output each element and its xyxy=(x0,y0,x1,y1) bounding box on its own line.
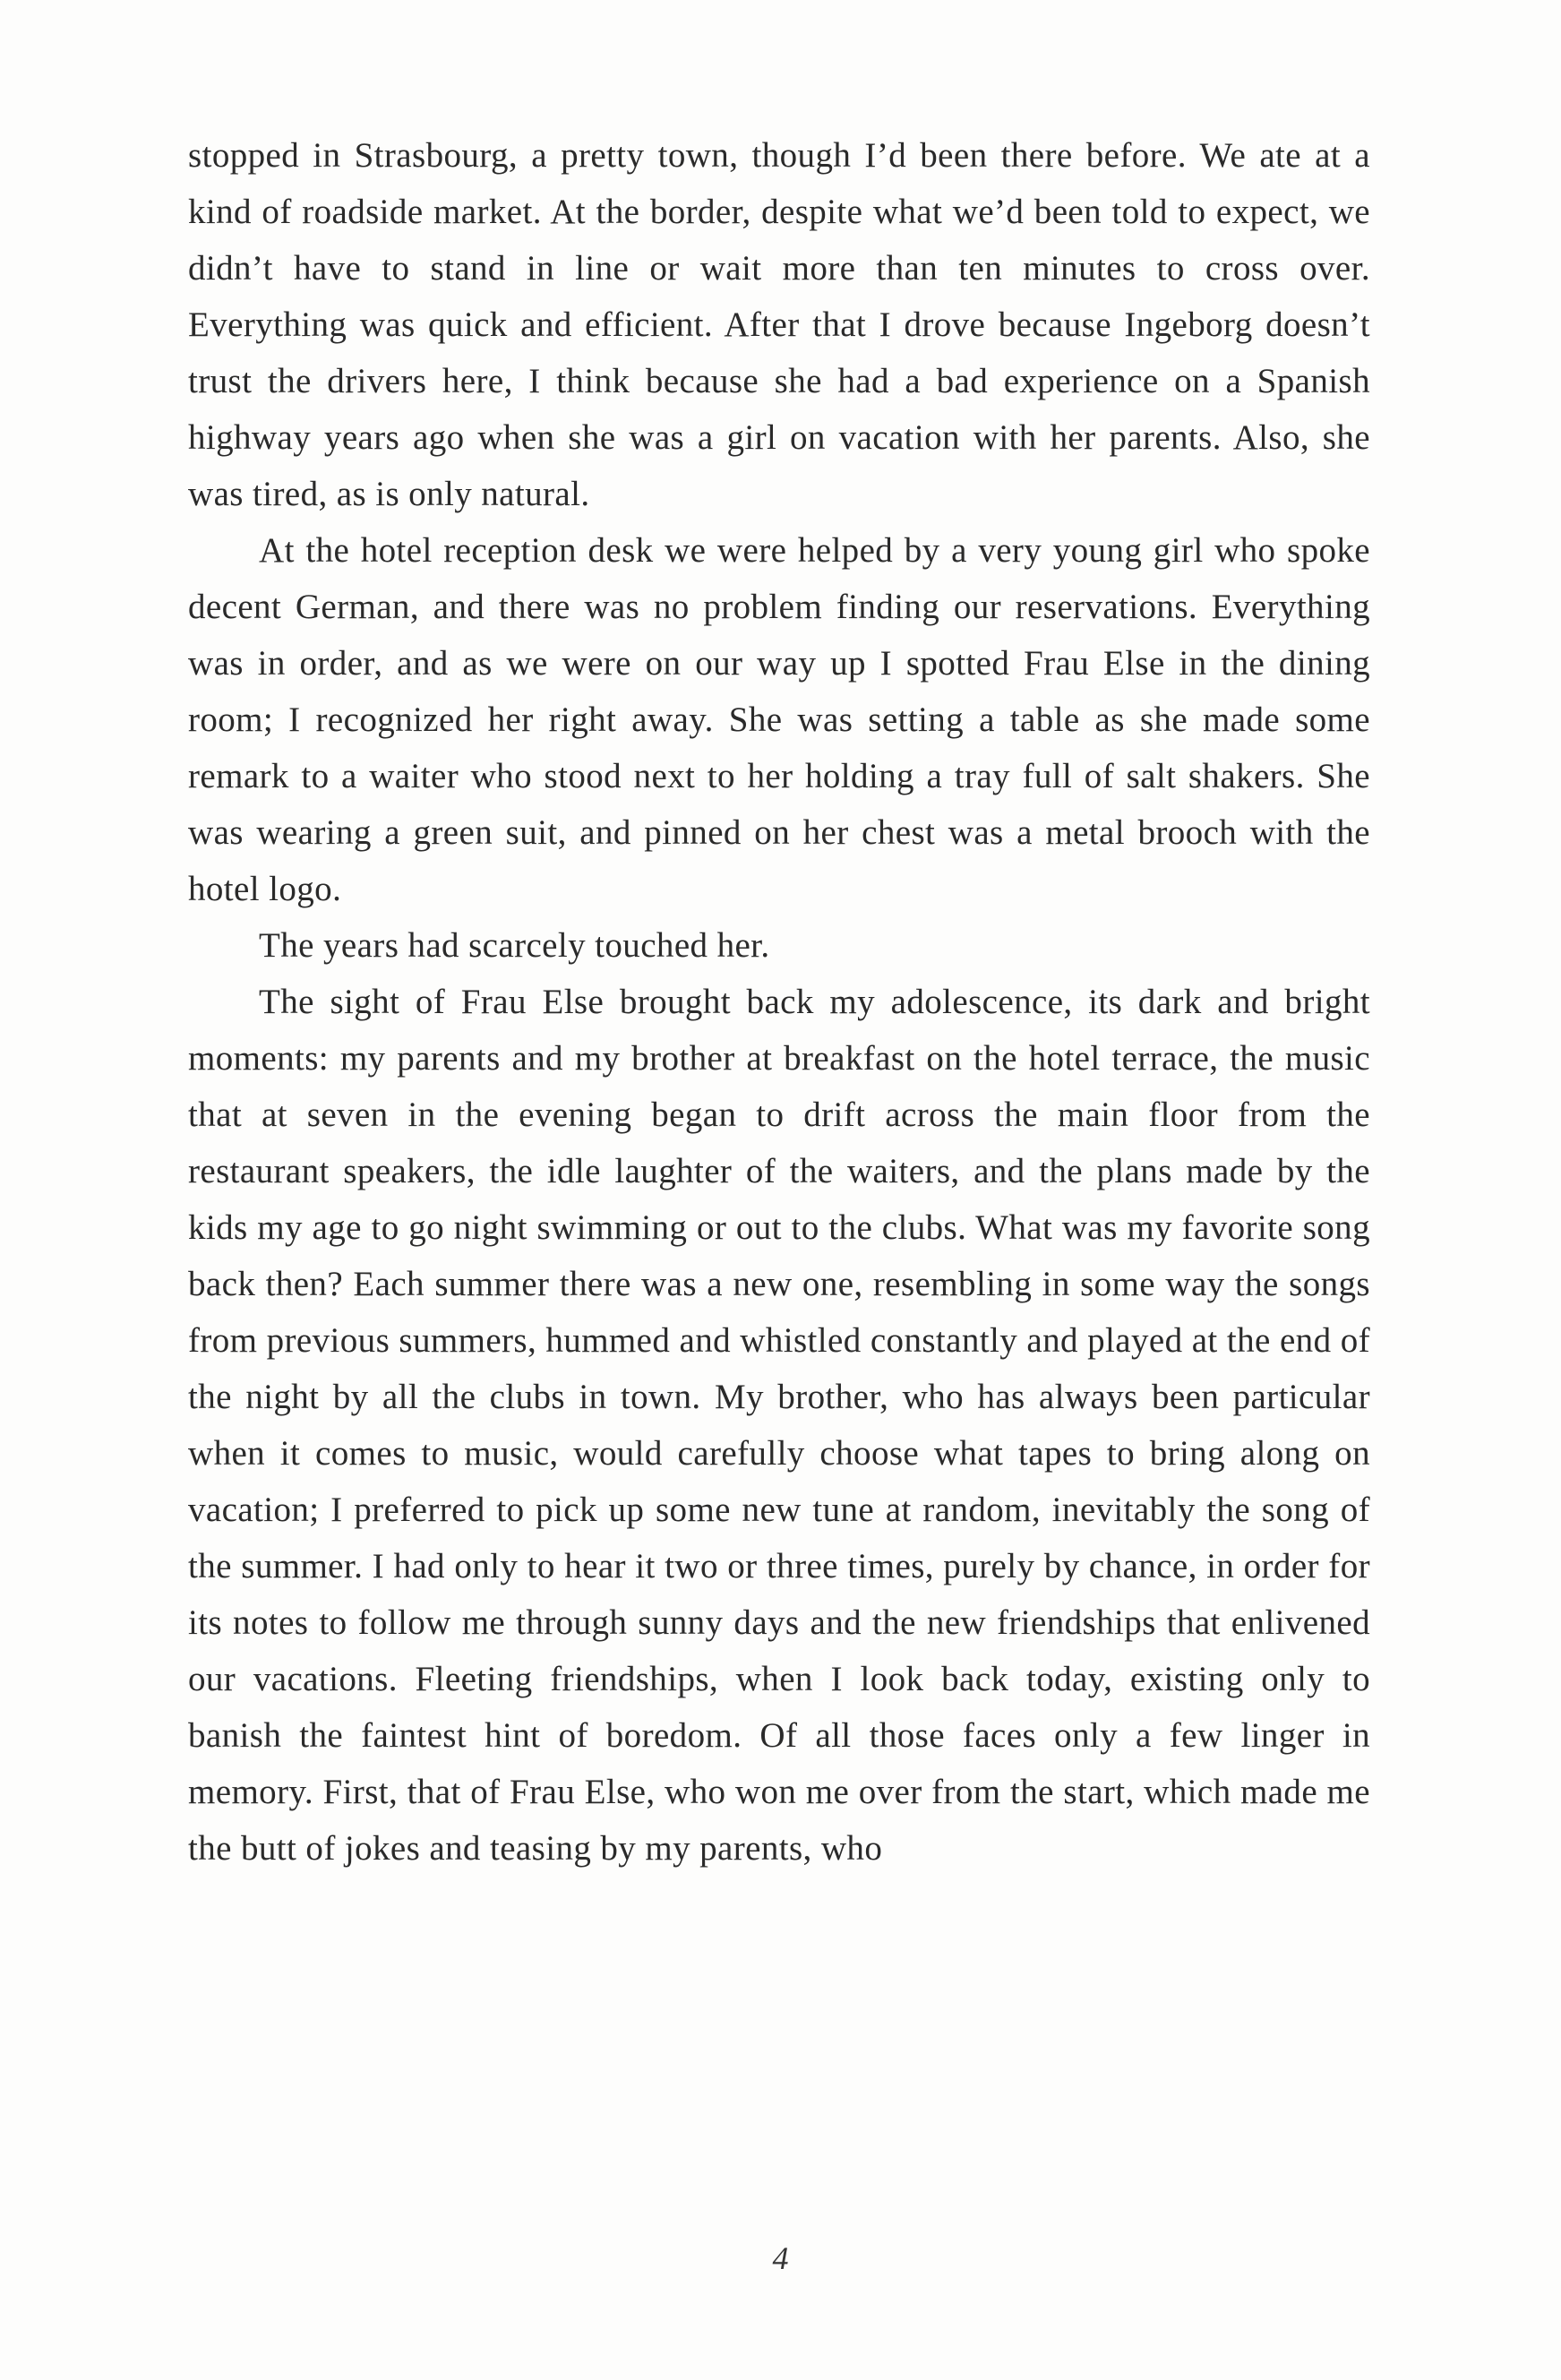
page-number: 4 xyxy=(772,2240,789,2276)
paragraph-4: The sight of Frau Else brought back my adolescence, its dark and bright moments: my parents and my brother at breakfast on the hotel terrace, the music that at seven in the evening began to drift across the main floor from the restaurant speakers, the idle laughter of the waiters, and the plans made by the kids my age to go night swimming or out to the clubs. What was my favorite song back then? Each summer there was a new one, resembling in some way the songs from previous summers, hummed and whistled constantly and played at the end of the night by all the clubs in town. My brother, who has always been particular when it comes to music, would carefully choose what tapes to bring along on vacation; I preferred to pick up some new tune at random, inevitably the song of the summer. I had only to hear it two or three times, purely by chance, in order for its notes to follow me through sunny days and the new friendships that enlivened our vacations. Fleeting friendships, when I look back today, existing only to banish the faintest hint of boredom. Of all those faces only a few linger in memory. First, that of Frau Else, who won me over from the start, which made me the butt of jokes and teasing by my parents, who xyxy=(188,983,1370,1868)
paragraph-1: stopped in Strasbourg, a pretty town, though I’d been there before. We ate at a kind of roadside market. At the border, despite what we’d been told to expect, we didn’t have to stand in line or wait more than ten minutes to cross over. Everything was quick and efficient. After that I drove because Ingeborg doesn’t trust the drivers here, I think because she had a bad experience on a Spanish highway years ago when she was a girl on vacation with her parents. Also, she was tired, as is only natural. xyxy=(188,136,1370,513)
body-text xyxy=(188,127,1370,1877)
paragraph-3: The years had scarcely touched her. xyxy=(259,926,770,965)
paragraph-2: At the hotel reception desk we were helped by a very young girl who spoke decent German, and there was no problem finding our reservations. Everything was in order, and as we were on our way up I spotted Frau Else in the dining room; I recognized her right away. She was setting a table as she made some remark to a waiter who stood next to her holding a tray full of salt shakers. She was wearing a green suit, and pinned on her chest was a metal brooch with the hotel logo. xyxy=(188,531,1370,908)
